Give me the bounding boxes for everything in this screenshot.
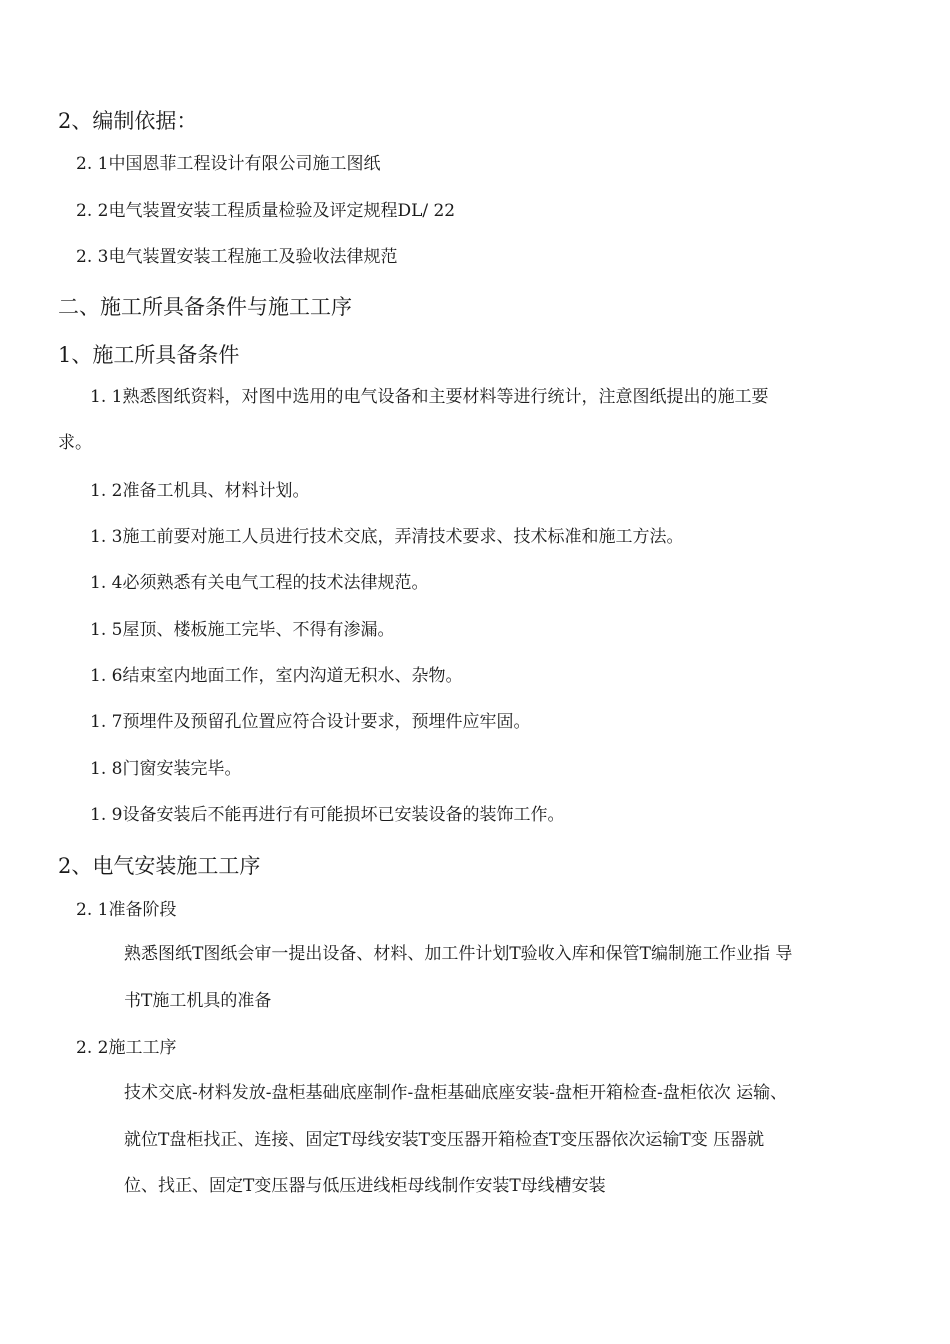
conditions-item-continuation: 求。: [58, 433, 92, 453]
basis-item: 2. 2电气装置安装工程质量检验及评定规程DL/ 22: [76, 201, 456, 221]
basis-item: 2. 1中国恩菲工程设计有限公司施工图纸: [76, 154, 381, 174]
construction-line: 技术交底-材料发放-盘柜基础底座制作-盘柜基础底座安装-盘柜开箱检查-盘柜依次 运输、: [124, 1083, 788, 1103]
process-title: 2、电气安装施工工序: [58, 854, 261, 878]
conditions-item: 1. 2准备工机具、材料计划。: [90, 481, 310, 501]
conditions-item: 1. 1熟悉图纸资料，对图中选用的电气设备和主要材料等进行统计，注意图纸提出的施工要: [90, 387, 769, 407]
conditions-item: 1. 4必须熟悉有关电气工程的技术法律规范。: [90, 573, 429, 593]
prep-line: 熟悉图纸T图纸会审一提出设备、材料、加工件计划T验收入库和保管T编制施工作业指 导: [124, 944, 793, 964]
prep-line: 书T施工机具的准备: [124, 991, 272, 1011]
conditions-item: 1. 8门窗安装完毕。: [90, 759, 242, 779]
construction-line: 就位T盘柜找正、连接、固定T母线安装T变压器开箱检查T变压器依次运输T变 压器就: [124, 1130, 765, 1150]
chapter-title: 二、施工所具备条件与施工工序: [58, 295, 352, 319]
prep-title: 2. 1准备阶段: [76, 900, 177, 920]
conditions-item: 1. 5屋顶、楼板施工完毕、不得有渗漏。: [90, 620, 395, 640]
section-basis-title: 2、编制依据：: [58, 109, 198, 133]
construction-line: 位、找正、固定T变压器与低压进线柜母线制作安装T母线槽安装: [124, 1176, 606, 1196]
construction-title: 2. 2施工工序: [76, 1038, 177, 1058]
conditions-item: 1. 3施工前要对施工人员进行技术交底，弄清技术要求、技术标准和施工方法。: [90, 527, 684, 547]
conditions-item: 1. 7预埋件及预留孔位置应符合设计要求，预埋件应牢固。: [90, 712, 531, 732]
conditions-item: 1. 9设备安装后不能再进行有可能损坏已安装设备的装饰工作。: [90, 805, 565, 825]
basis-item: 2. 3电气装置安装工程施工及验收法律规范: [76, 247, 398, 267]
conditions-item: 1. 6结束室内地面工作，室内沟道无积水、杂物。: [90, 666, 463, 686]
conditions-title: 1、施工所具备条件: [58, 343, 240, 367]
